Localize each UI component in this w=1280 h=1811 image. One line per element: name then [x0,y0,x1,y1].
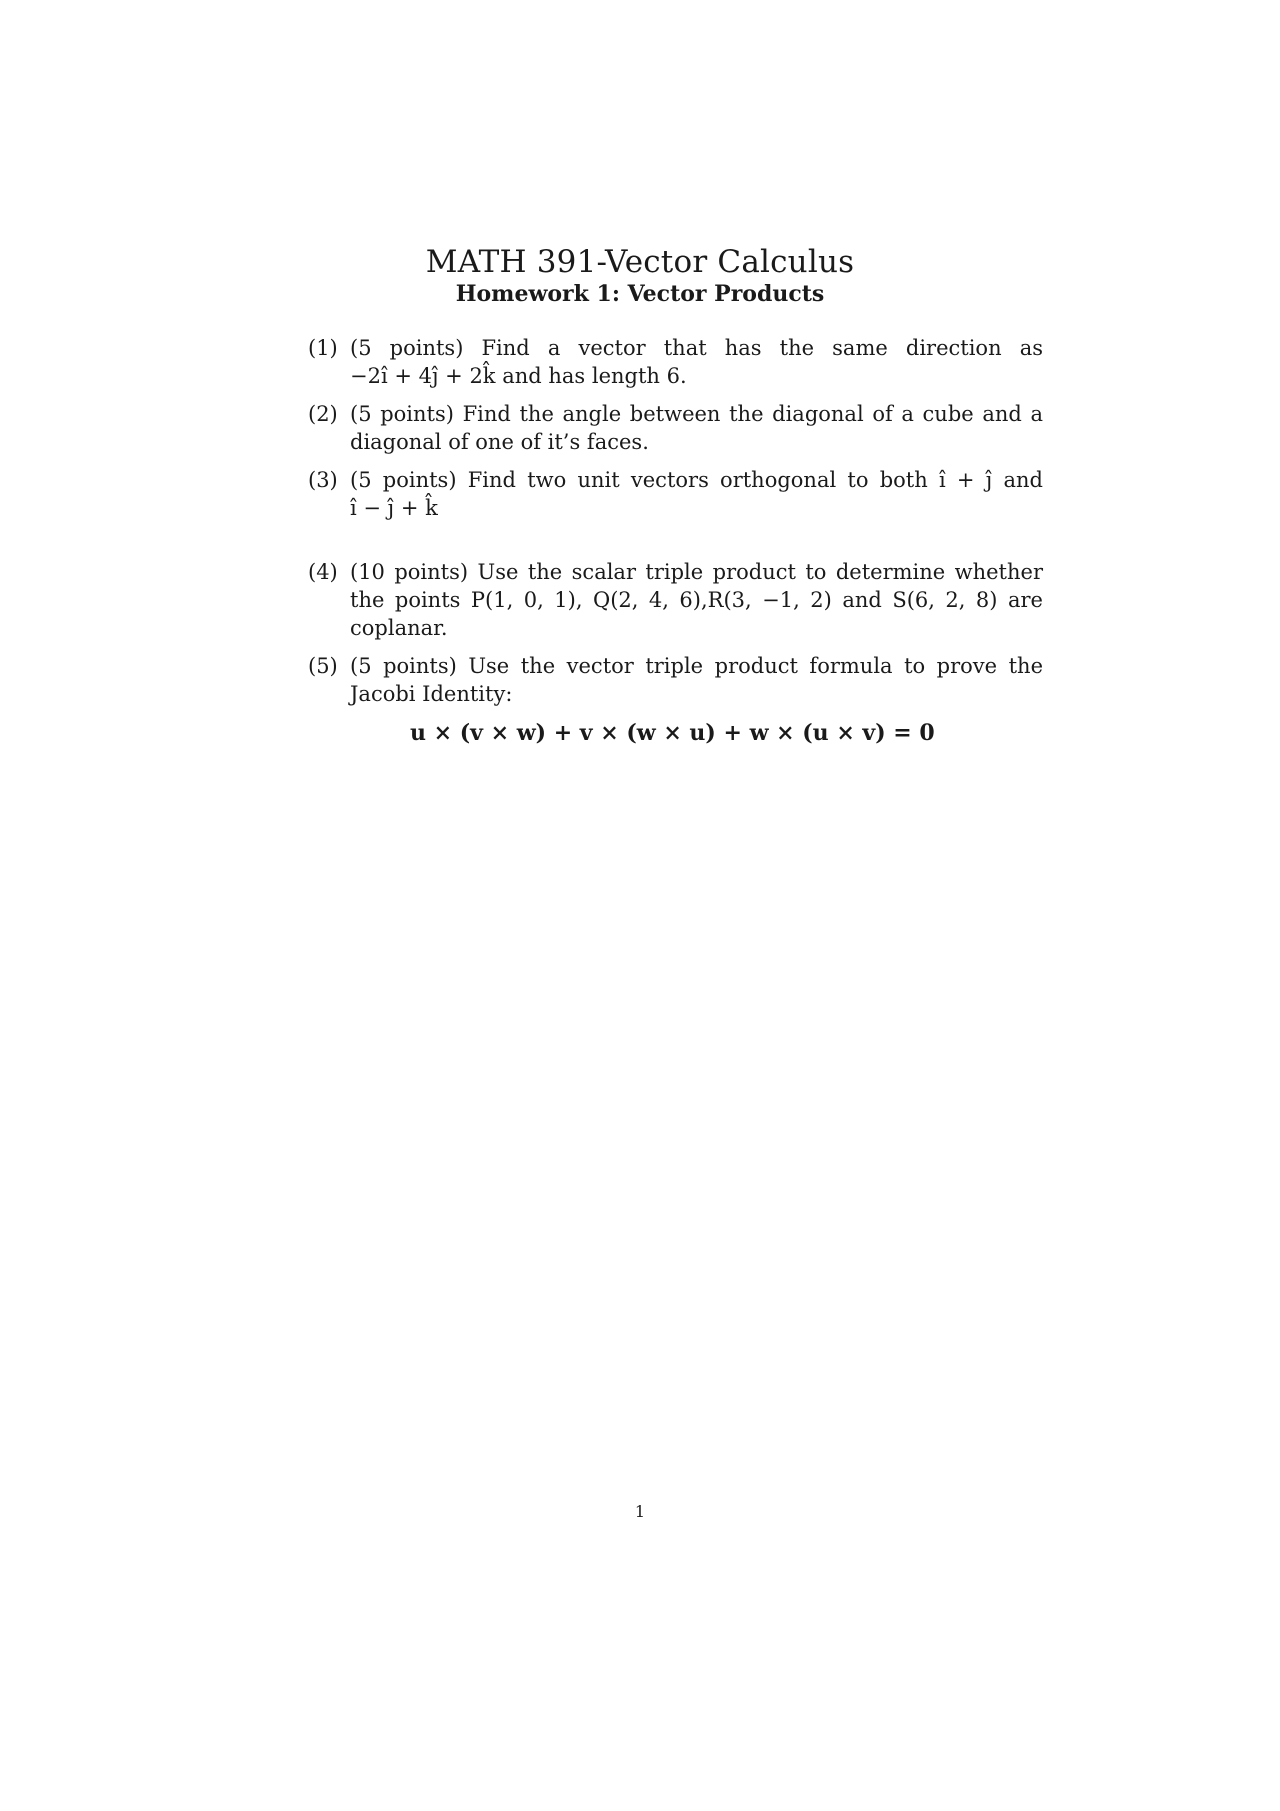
point-p: P(1, 0, 1), [470,588,583,612]
problem-text [350,466,1043,522]
page-number: 1 [634,1502,646,1521]
problem-3 [308,466,1043,522]
problem-list [308,334,1043,749]
problem-number: (5) [308,654,338,678]
problem-text: (5 points) Use the vector triple product formula to prove the Jacobi Identity: [350,654,1043,706]
problem-1 [308,334,1043,390]
equation-text: u × (v × w) + v × (w × u) + w × (u × v) = 0 [410,720,935,746]
problem-number: (1) [308,336,338,360]
point-r: R(3, −1, 2) [707,588,832,612]
problem-lead: (10 points) Use the scalar triple product to determine whether the points [350,560,1043,612]
problem-lead: (5 points) Find two unit vectors orthogonal to both [350,468,928,492]
problem-5 [308,652,1043,749]
problem-number: (4) [308,560,338,584]
document-title: MATH 391-Vector Calculus [425,244,855,280]
problem-4 [308,558,1043,642]
point-q: Q(2, 4, 6), [592,588,708,612]
vector-expression-b: î − ĵ + k̂ [350,496,438,520]
jacobi-identity-equation [350,718,1043,749]
problem-text [350,558,1043,642]
problem-number: (2) [308,402,338,426]
problem-text [350,334,1043,390]
problem-tail: are coplanar. [350,588,1043,640]
problem-tail: and has length 6. [502,364,687,388]
vector-expression: −2î + 4ĵ + 2k̂ [350,364,496,388]
vector-expression-a: î + ĵ [938,468,993,492]
problem-2 [308,400,1043,456]
point-s: S(6, 2, 8) [892,588,998,612]
problem-number: (3) [308,468,338,492]
conjunction: and [1003,468,1043,492]
problem-text: (5 points) Find the angle between the diagonal of a cube and a diagonal of one of it’s faces. [350,402,1043,454]
document-subtitle: Homework 1: Vector Products [455,281,825,307]
problem-lead: (5 points) Find a vector that has the same direction as [350,336,1043,360]
conjunction: and [842,588,882,612]
